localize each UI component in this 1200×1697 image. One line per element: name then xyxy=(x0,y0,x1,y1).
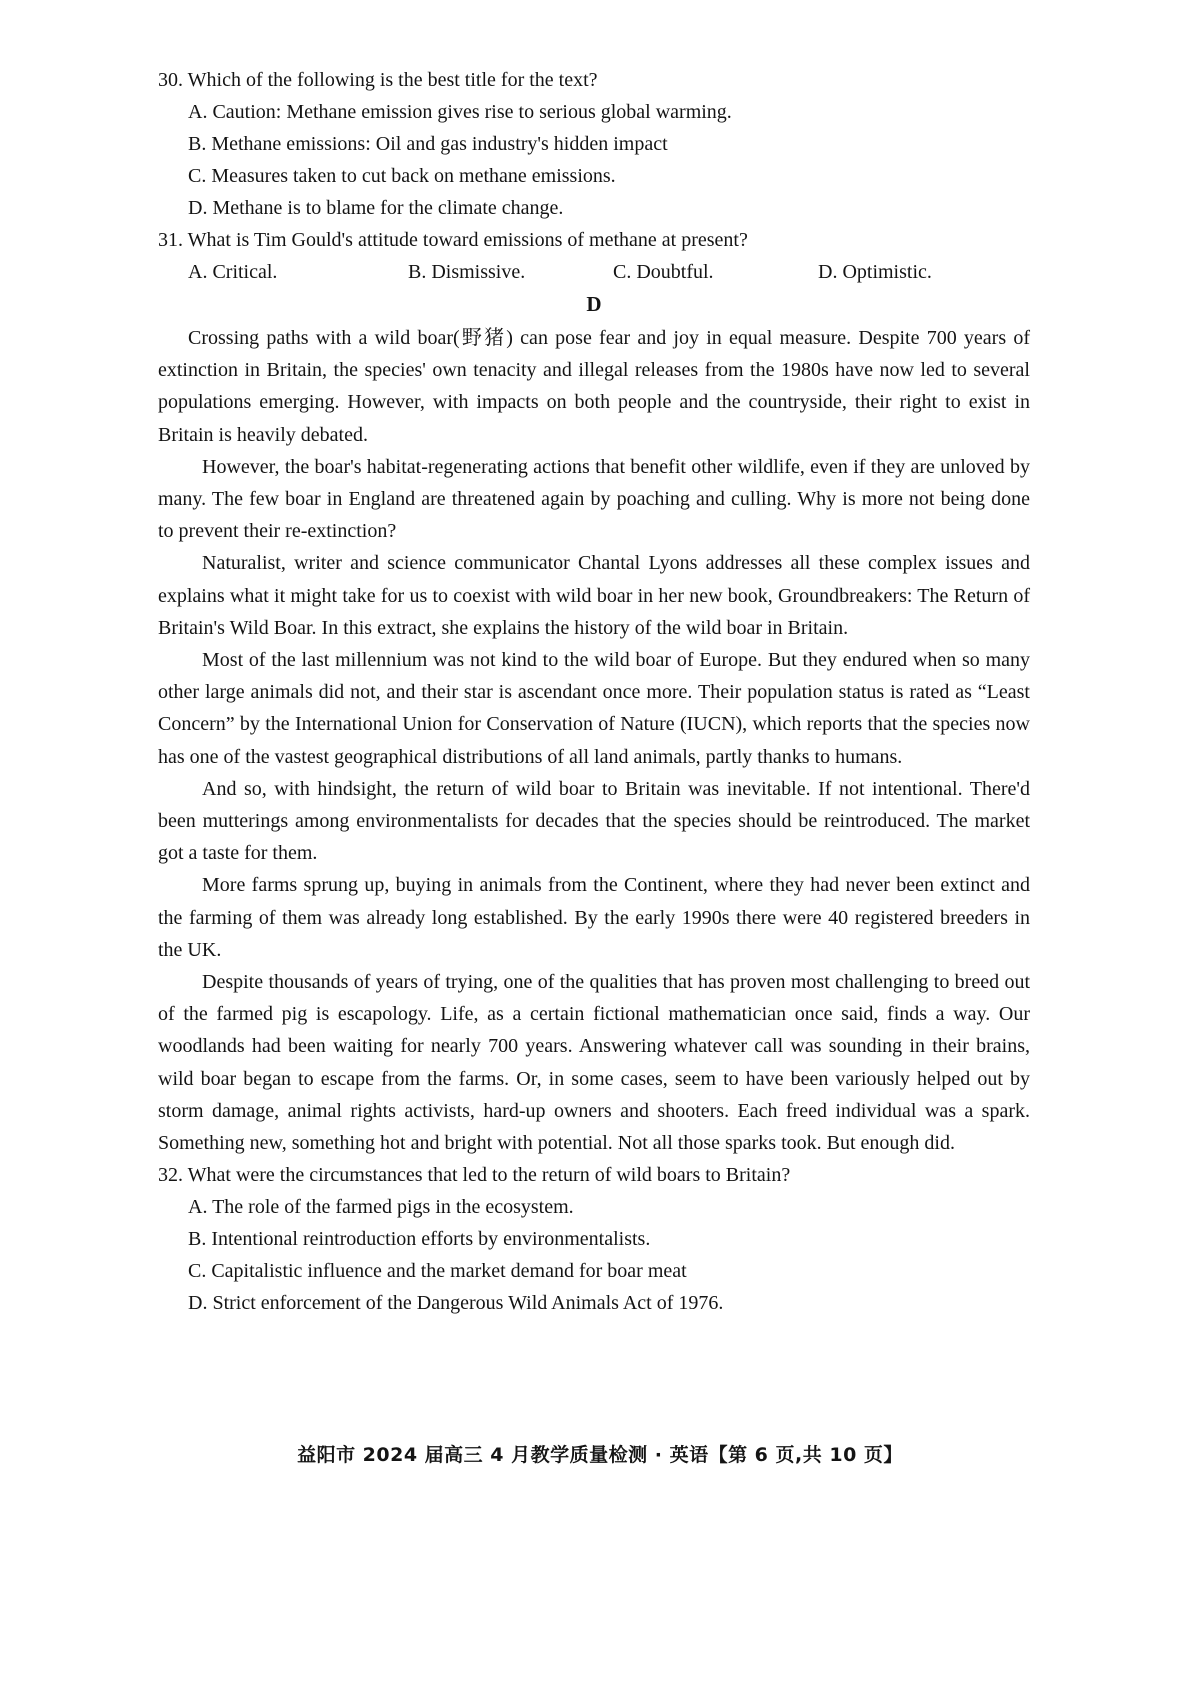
option-c: C. Doubtful. xyxy=(613,261,714,283)
passage-paragraph: More farms sprung up, buying in animals from the Continent, where they had never been extinct and the farming of them was already long established. By the early 1990s there were 40 registered breeders in the UK. xyxy=(158,874,1030,961)
passage-paragraph: And so, with hindsight, the return of wild boar to Britain was inevitable. If not intentional. There'd been mutterings among environmentalists for decades that the species should be reintroduced. The market got a taste for them. xyxy=(158,777,1030,865)
question-stem: 30. Which of the following is the best title for the text? xyxy=(158,69,598,91)
option-d: D. Optimistic. xyxy=(818,261,932,283)
passage-paragraph: Most of the last millennium was not kind to the wild boar of Europe. But they endured when so many other large animals did not, and their star is ascendant once more. Their population status is rated as “Least Concern” by the International Union for Conservation of Nature (IUCN), which reports that the species now has one of the vastest geographical distributions of all land animals, partly thanks to humans. xyxy=(158,649,1030,768)
option-c: C. Measures taken to cut back on methane emissions. xyxy=(188,165,616,187)
passage-paragraph: Crossing paths with a wild boar(野猪) can pose fear and joy in equal measure. Despite 700 years of extinction in Britain, the species' own tenacity and illegal releases from the 1980s have now led to several populations emerging. However, with impacts on both people and the countryside, their right to exist in Britain is heavily debated. xyxy=(158,327,1030,446)
option-a: A. The role of the farmed pigs in the ecosystem. xyxy=(188,1196,574,1219)
section-heading: D xyxy=(586,292,602,316)
passage-paragraph: Despite thousands of years of trying, one of the qualities that has proven most challenging to breed out of the farmed pig is escapology. Life, as a certain fictional mathematician once said, finds a way. Our woodlands had been waiting for nearly 700 years. Answering whatever call was sounding in their brains, wild boar began to escape from the farms. Or, in some cases, seem to have been variously helped out by storm damage, animal rights activists, hard-up owners and shooters. Each freed individual was a spark. Something new, something hot and bright with potential. Not all those sparks took. But enough did. xyxy=(158,971,1030,1155)
passage-paragraph: Naturalist, writer and science communicator Chantal Lyons addresses all these complex issues and explains what it might take for us to coexist with wild boar in her new book, Groundbreakers: The Return of Britain's Wild Boar. In this extract, she explains the history of the wild boar in Britain. xyxy=(158,552,1030,639)
question-31 xyxy=(158,224,1030,288)
option-c: C. Capitalistic influence and the market demand for boar meat xyxy=(188,1260,687,1283)
page-footer: 益阳市 2024 届高三 4 月教学质量检测 · 英语【第 6 页,共 10 页】 xyxy=(297,1444,903,1466)
reading-passage xyxy=(158,322,1030,1159)
option-b: B. Dismissive. xyxy=(408,261,526,283)
page-content xyxy=(158,64,1030,1319)
option-d: D. Strict enforcement of the Dangerous Wild Animals Act of 1976. xyxy=(188,1292,724,1315)
option-d: D. Methane is to blame for the climate change. xyxy=(188,197,564,219)
option-b: B. Intentional reintroduction efforts by environmentalists. xyxy=(188,1228,651,1251)
option-b: B. Methane emissions: Oil and gas industry's hidden impact xyxy=(188,133,668,155)
question-32 xyxy=(158,1159,1030,1319)
options-row xyxy=(188,256,1030,288)
passage-paragraph: However, the boar's habitat-regenerating actions that benefit other wildlife, even if they are unloved by many. The few boar in England are threatened again by poaching and culling. Why is more not being done to prevent their re-extinction? xyxy=(158,455,1030,543)
question-stem: 32. What were the circumstances that led to the return of wild boars to Britain? xyxy=(158,1164,791,1187)
option-a: A. Critical. xyxy=(188,261,278,283)
question-stem: 31. What is Tim Gould's attitude toward emissions of methane at present? xyxy=(158,229,748,251)
question-30 xyxy=(158,64,1030,224)
option-a: A. Caution: Methane emission gives rise to serious global warming. xyxy=(188,101,732,123)
